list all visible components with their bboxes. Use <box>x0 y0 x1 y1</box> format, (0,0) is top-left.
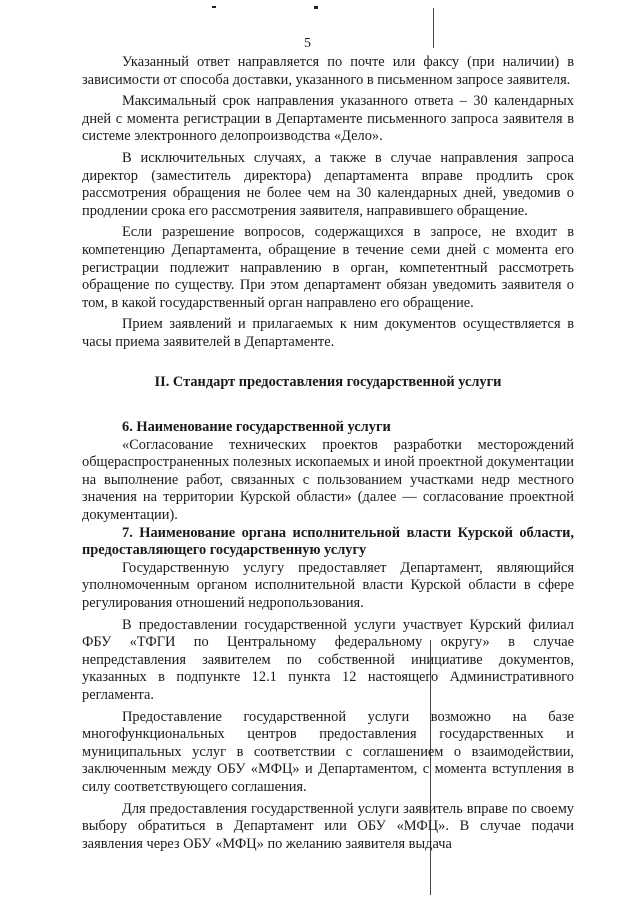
scan-mark <box>212 6 216 8</box>
page-number: 5 <box>304 36 311 51</box>
paragraph: В исключительных случаях, а также в случае направления запроса директор (заместитель директора) департамента вправе продлить срок рассмотрения обращения не более чем на 30 календарных дней, уведомив о продлении срока его рассмотрения заявителя, направившего обращение. <box>82 149 574 219</box>
subsection-6-title: 6. Наименование государственной услуги <box>122 419 391 436</box>
subsection-6-text: «Согласование технических проектов разработки месторождений общераспространенных полезных ископаемых и иной проектной документации на выполнение работ, связанных с пользованием участками недр местного значения на территории Курской области» (далее — согласование проектной документации). <box>82 436 574 524</box>
paragraph: В предоставлении государственной услуги участвует Курский филиал ФБУ «ТФГИ по Центральному федеральному округу» в случае непредставления заявителем по собственной инициативе документов, указанных в подпункте 12.1 пункта 12 настоящего Административного регламента. <box>82 616 574 703</box>
document-body <box>82 54 574 853</box>
paragraph: Для предоставления государственной услуги заявитель вправе по своему выбору обратиться в Департамент или ОБУ «МФЦ». В случае подачи заявления через ОБУ «МФЦ» по желанию заявителя выдача <box>82 800 574 852</box>
subsection-7-title: 7. Наименование органа исполнительной власти Курской области, предоставляющего государственную услугу <box>82 524 574 559</box>
paragraph: Максимальный срок направления указанного ответа – 30 календарных дней с момента регистрации в Департаменте письменного запроса заявителя в системе электронного делопроизводства «Дело». <box>82 93 574 145</box>
scan-mark <box>314 6 318 9</box>
paragraph: Прием заявлений и прилагаемых к ним документов осуществляется в часы приема заявителей в Департаменте. <box>82 316 574 350</box>
paragraph: Государственную услугу предоставляет Департамент, являющийся уполномоченным органом исполнительной власти Курской области в сфере регулирования отношений недропользования. <box>82 559 574 612</box>
section-title: II. Стандарт предоставления государственной услуги <box>154 373 502 390</box>
paragraph: Указанный ответ направляется по почте или факсу (при наличии) в зависимости от способа доставки, указанного в письменном запросе заявителя. <box>82 54 574 88</box>
paragraph: Предоставление государственной услуги возможно на базе многофункциональных центров предоставления государственных и муниципальных услуг в соответствии с соглашением о взаимодействии, заключенным между ОБУ «МФЦ» и Департаментом, с момента вступления в силу соответствующего соглашения. <box>82 708 574 795</box>
paragraph: Если разрешение вопросов, содержащихся в запросе, не входит в компетенцию Департамента, обращение в течение семи дней с момента его регистрации подлежит направлению в орган, компетентный рассмотреть обращение по существу. При этом департамент обязан уведомить заявителя о том, в какой государственный орган направлено его обращение. <box>82 224 574 311</box>
